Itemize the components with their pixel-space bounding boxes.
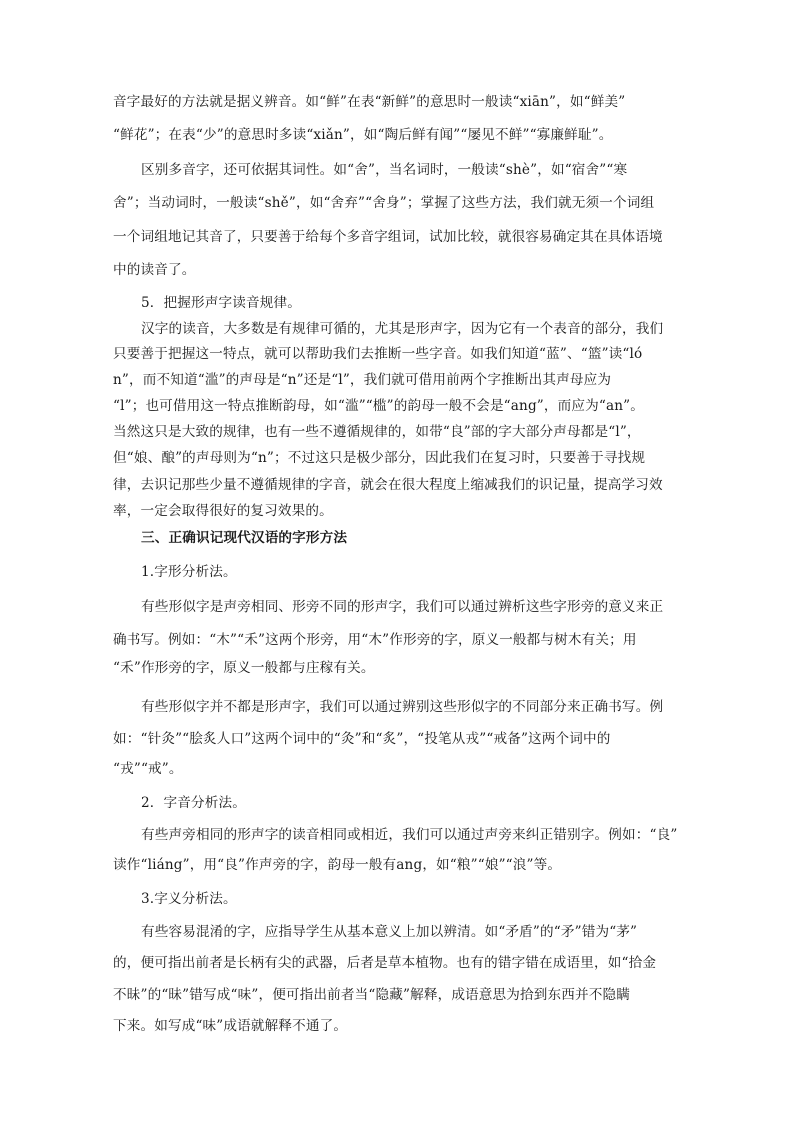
text-line: 区别多音字，还可依据其词性。如“舍”，当名词时，一般读“shè”，如“宿舍”“寒 <box>141 162 628 178</box>
text-line: 律，去识记那些少量不遵循规律的字音，就会在很大程度上缩减我们的识记量，提高学习效 <box>113 477 663 493</box>
text-line: 音字最好的方法就是据义辨音。如“鲜”在表“新鲜”的意思时一般读“xiān”，如“鲜美” <box>113 94 626 110</box>
text-line: 汉字的读音，大多数是有规律可循的，尤其是形声字，因为它有一个表音的部分，我们 <box>141 321 664 337</box>
text-line: “禾”作形旁的字，原义一般都与庄稼有关。 <box>113 660 375 676</box>
text-line: 舍”；当动词时，一般读“shě”，如“舍弃”“舍身”；掌握了这些方法，我们就无须一个词组 <box>113 195 655 211</box>
text-line: 确书写。例如：“木”“禾”这两个形旁，用“木”作形旁的字，原义一般都与树木有关；用 <box>113 632 637 648</box>
text-line: 5．把握形声字读音规律。 <box>141 295 301 311</box>
text-line: 当然这只是大致的规律，也有一些不遵循规律的，如带“良”部的字大部分声母都是“l”， <box>113 424 641 440</box>
section-heading: 三、正确识记现代汉语的字形方法 <box>141 530 348 546</box>
text-line: 读作“liáng”，用“良”作声旁的字，韵母一般有ang，如“粮”“娘”“浪”等。 <box>113 857 562 873</box>
text-line: 但“娘、酿”的声母则为“n”；不过这只是极少部分，因此我们在复习时，只要善于寻找规 <box>113 450 646 466</box>
text-line: 有些形似字是声旁相同、形旁不同的形声字，我们可以通过辨析这些字形旁的意义来正 <box>141 599 664 615</box>
text-line: 1.字形分析法。 <box>141 564 237 580</box>
text-line: 中的读音了。 <box>113 262 196 278</box>
text-line: 有些形似字并不都是形声字，我们可以通过辨别这些形似字的不同部分来正确书写。例 <box>141 699 664 715</box>
text-line: “l”；也可借用这一特点推断韵母，如“滥”“槛”的韵母一般不会是“ang”，而应为“an”。 <box>113 398 644 414</box>
text-line: 一个词组地记其音了，只要善于给每个多音字组词，试加比较，就很容易确定其在具体语境 <box>113 229 663 245</box>
text-line: 的，便可指出前者是长柄有尖的武器，后者是草本植物。也有的错字错在成语里，如“拾金 <box>113 955 657 971</box>
text-line: n”，而不知道“滥”的声母是“n”还是“l”，我们就可借用前两个字推断出其声母应为 <box>113 372 612 388</box>
text-line: 2．字音分析法。 <box>141 795 247 811</box>
text-line: 有些容易混淆的字，应指导学生从基本意义上加以辨清。如“矛盾”的“矛”错为“茅” <box>141 924 638 940</box>
text-line: 如：“针灸”“脍炙人口”这两个词中的“灸”和“炙”，“投笔从戎”“戒备”这两个词中的 <box>113 731 611 747</box>
text-line: 不昧”的“昧”错写成“味”，便可指出前者当“隐藏”解释，成语意思为拾到东西并不隐瞒 <box>113 987 630 1003</box>
text-line: 只要善于把握这一特点，就可以帮助我们去推断一些字音。如我们知道“蓝”、“篮”读“ló <box>113 346 643 362</box>
text-line: 有些声旁相同的形声字的读音相同或相近，我们可以通过声旁来纠正错别字。例如：“良” <box>141 827 678 843</box>
text-line: “戎”“戒”。 <box>113 761 183 777</box>
text-line: “鲜花”；在表“少”的意思时多读“xiǎn”，如“陶后鲜有闻”“屡见不鲜”“寡廉鲜耻”。 <box>113 127 613 143</box>
text-line: 下来。如写成“味”成语就解释不通了。 <box>113 1018 348 1034</box>
text-line: 率，一定会取得很好的复习效果的。 <box>113 503 333 519</box>
text-line: 3.字义分析法。 <box>141 891 237 907</box>
